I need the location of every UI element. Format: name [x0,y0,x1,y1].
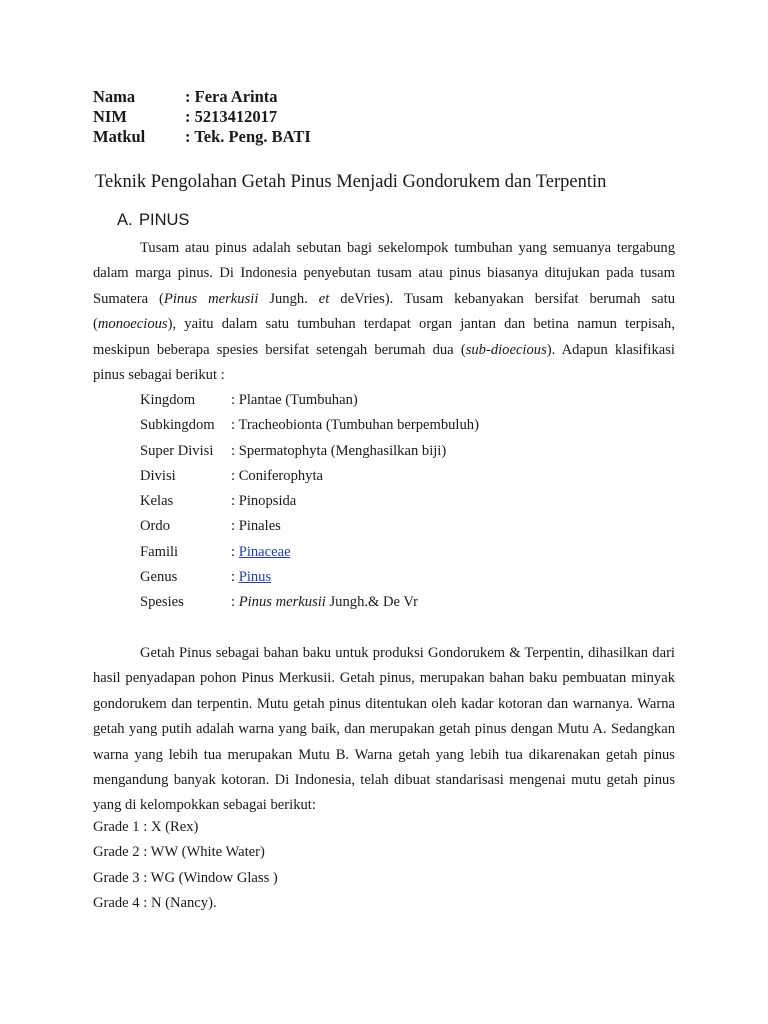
taxonomy-label: Kingdom [140,392,196,408]
italic-run: sub-dioecious [465,341,547,358]
section-letter: A. [117,211,133,229]
info-label: Nama [93,87,136,106]
getah-paragraph: Getah Pinus sebagai bahan baku untuk produksi Gondorukem & Terpentin, dihasilkan dari hasil penyadapan pohon Pinus Merkusii. Getah pinus, merupakan bahan baku pembuatan minyak gondorukem dan terpentin. Mutu getah pinus ditentukan oleh kadar kotoran dan warnanya. Warna getah yang putih adalah warna yang baik, dan merupakan getah pinus dengan Mutu A. Sedangkan warna yang lebih tua merupakan Mutu B. Warna getah yang lebih tua dikarenakan getah pinus mengandung banyak kotoran. Di Indonesia, telah dibuat standarisasi mengenai mutu getah pinus yang di kelompokkan sebagai berikut: [93,645,675,814]
taxonomy-row-kingdom [140,388,479,413]
taxonomy-label: Ordo [140,518,170,535]
taxonomy-label: Spesies [140,594,184,611]
document-title: Teknik Pengolahan Getah Pinus Menjadi Gondorukem dan Terpentin [95,172,607,192]
taxonomy-label: Divisi [140,467,176,484]
grade-list [93,815,278,916]
taxonomy-colon: : [231,569,239,586]
info-row-nama [93,87,311,107]
taxonomy-label: Super Divisi [140,442,214,459]
text-run: Tusam atau pinus adalah sebutan bagi sekelompok tumbuhan yang semuanya tergabung dalam marga pinus. Di Indonesia penyebutan tusam atau pinus biasanya ditujukan pada tusam Sumatera ( [93,240,675,307]
info-value: : Tek. Peng. BATI [185,127,311,146]
taxonomy-row-ordo [140,514,479,539]
taxonomy-label: Subkingdom [140,417,215,434]
intro-paragraph [93,236,675,388]
taxonomy-label: Famili [140,543,179,560]
italic-run: et [318,290,330,307]
text-run: Jungh. [258,290,319,307]
info-row-nim [93,107,311,127]
taxonomy-row-genus [140,565,479,590]
taxonomy-value: : Coniferophyta [231,467,324,484]
info-label: NIM [93,107,127,126]
taxonomy-label: Genus [140,569,178,586]
text-run: deVries). Tusam kebanyakan bersifat berumah satu ( [93,290,675,333]
info-value: : 5213412017 [185,107,278,126]
grade-item: Grade 4 : N (Nancy). [93,894,217,911]
grade-item: Grade 3 : WG (Window Glass ) [93,869,278,886]
grade-item: Grade 1 : X (Rex) [93,819,199,835]
taxonomy-row-famili [140,540,479,565]
taxonomy-list [140,388,479,616]
student-info [93,87,311,147]
text-run: ). Adapun klasifikasi pinus sebagai berikut : [93,341,675,384]
pinus-link[interactable]: Pinus [238,569,272,586]
info-row-matkul [93,127,311,147]
taxonomy-row-spesies [140,590,479,615]
species-italic: Pinus merkusii [238,594,326,611]
taxonomy-row-subkingdom [140,413,479,438]
taxonomy-colon: : [231,594,239,611]
species-author: Jungh.& De Vr [325,594,418,611]
taxonomy-value: : Pinopsida [231,493,297,510]
text-run: ), yaitu dalam satu tumbuhan terdapat organ jantan dan betina namun terpisah, meskipun beberapa spesies bersifat setengah berumah dua ( [93,316,675,358]
italic-run: monoecious [97,316,168,333]
taxonomy-label: Kelas [140,493,174,510]
pinaceae-link[interactable]: Pinaceae [238,543,291,560]
taxonomy-colon: : [231,543,239,560]
info-label: Matkul [93,127,146,146]
taxonomy-value: : Spermatophyta (Menghasilkan biji) [231,442,447,459]
info-value: : Fera Arinta [185,87,278,106]
grade-item: Grade 2 : WW (White Water) [93,844,265,861]
section-heading [117,209,189,231]
taxonomy-value: : Tracheobionta (Tumbuhan berpembuluh) [231,417,479,434]
taxonomy-row-super-divisi [140,439,479,464]
intro-paragraph-block [93,236,675,388]
taxonomy-value: : Pinales [231,518,281,535]
italic-run: Pinus merkusii [163,290,259,307]
taxonomy-value: : Plantae (Tumbuhan) [231,392,358,408]
taxonomy-row-kelas [140,489,479,514]
section-heading-text: PINUS [139,211,190,229]
taxonomy-row-divisi [140,464,479,489]
getah-paragraph-block [93,641,675,819]
